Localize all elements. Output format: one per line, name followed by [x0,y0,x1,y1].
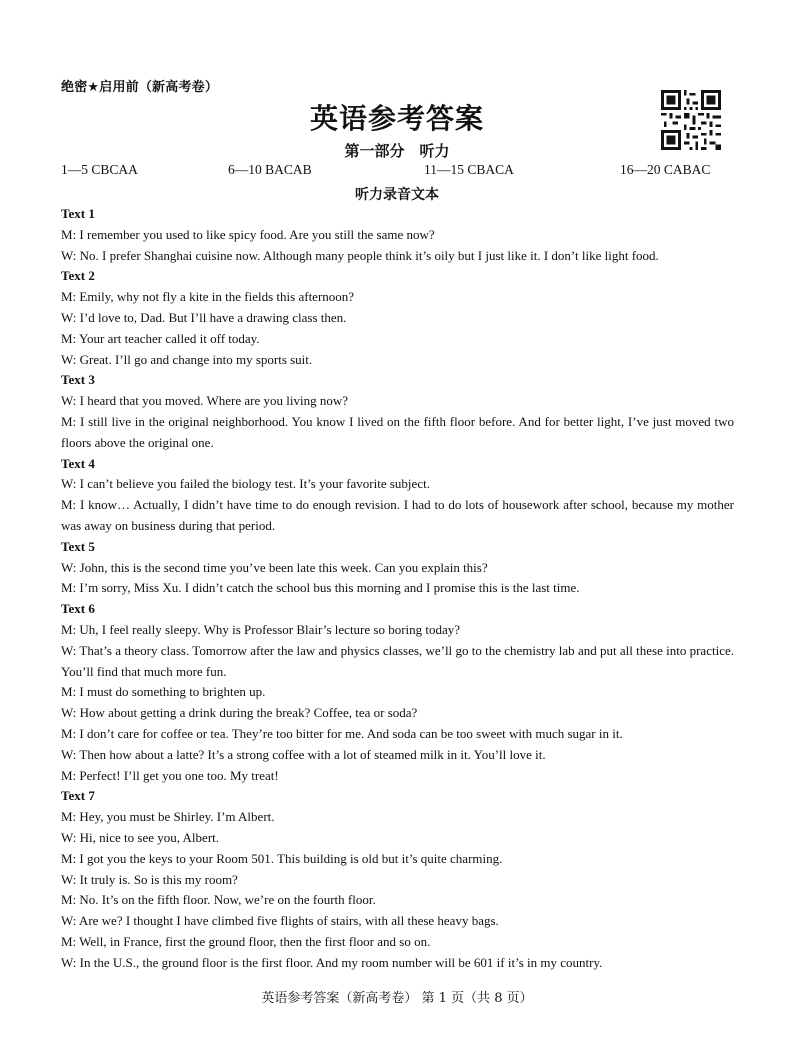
dialogue-line: W: John, this is the second time you’ve been late this week. Can you explain this? [61,559,488,575]
answer-group: 1—5 CBCAA [61,162,138,177]
answer-group: 6—10 BACAB [228,162,312,177]
dialogue-line: W: I’d love to, Dad. But I’ll have a drawing class then. [61,309,347,325]
text-label: Text 4 [61,455,95,471]
text-label: Text 2 [61,268,95,284]
dialogue-line: M: I’m sorry, Miss Xu. I didn’t catch the school bus this morning and I promise this is the last time. [61,580,580,596]
dialogue-line: W: I can’t believe you failed the biology test. It’s your favorite subject. [61,476,430,492]
dialogue-line: W: How about getting a drink during the break? Coffee, tea or soda? [61,705,418,721]
dialogue-line: M: Uh, I feel really sleepy. Why is Professor Blair’s lecture so boring today? [61,621,461,637]
page-title: 英语参考答案 [309,102,484,135]
dialogue-line: W: Hi, nice to see you, Albert. [61,829,220,845]
transcript-body [61,204,734,973]
answer-key-row [61,162,735,180]
dialogue-line: W: No. I prefer Shanghai cuisine now. Although many people think it’s oily but I just like it. I don’t like light food. [61,247,659,263]
answer-group: 16—20 CABAC [620,162,711,177]
text-label: Text 5 [61,538,95,554]
dialogue-line: M: No. It’s on the fifth floor. Now, we’re on the fourth floor. [61,892,376,908]
dialogue-line: W: Great. I’ll go and change into my sports suit. [61,351,313,367]
dialogue-line: M: I still live in the original neighborhood. You know I lived on the fifth floor before. And for better light, I’ve just moved two floors above the original one. [61,413,734,450]
dialogue-line: W: That’s a theory class. Tomorrow after the law and physics classes, we’ll go to the chemistry lab and put all these into practice. You’ll find that much more fun. [61,642,734,679]
text-label: Text 1 [61,206,95,221]
confidential-header: 绝密★启用前（新高考卷） [61,80,219,95]
dialogue-line: M: I remember you used to like spicy food. Are you still the same now? [61,226,435,242]
dialogue-line: W: In the U.S., the ground floor is the first floor. And my room number will be 601 if it’s in my country. [61,954,603,970]
answer-group: 11—15 CBACA [424,162,514,177]
dialogue-line: M: Your art teacher called it off today. [61,330,260,346]
text-label: Text 3 [61,372,95,388]
page-footer: 英语参考答案（新高考卷） 第 1 页（共 8 页） [261,991,533,1006]
dialogue-line: M: Hey, you must be Shirley. I’m Albert. [61,809,275,825]
transcript-heading: 听力录音文本 [355,187,439,203]
dialogue-line: M: I know… Actually, I didn’t have time to do enough revision. I had to do lots of housework after school, because my mother was away on business during that period. [61,497,734,533]
dialogue-line: W: Are we? I thought I have climbed five flights of stairs, with all these heavy bags. [61,913,499,929]
dialogue-line: W: It truly is. So is this my room? [61,871,238,887]
dialogue-line: M: I don’t care for coffee or tea. They’re too bitter for me. And soda can be too sweet with much sugar in it. [61,725,623,741]
dialogue-line: M: I must do something to brighten up. [61,684,266,700]
section-heading: 第一部分 听力 [344,142,450,160]
text-label: Text 7 [61,788,95,804]
dialogue-line: M: Emily, why not fly a kite in the fields this afternoon? [61,289,355,305]
dialogue-line: W: Then how about a latte? It’s a strong coffee with a lot of steamed milk in it. You’ll love it. [61,746,546,762]
dialogue-line: M: I got you the keys to your Room 501. This building is old but it’s quite charming. [61,850,503,866]
dialogue-line: M: Well, in France, first the ground floor, then the first floor and so on. [61,933,431,949]
dialogue-line: M: Perfect! I’ll get you one too. My treat! [61,767,279,783]
text-label: Text 6 [61,601,95,617]
dialogue-line: W: I heard that you moved. Where are you living now? [61,393,348,409]
